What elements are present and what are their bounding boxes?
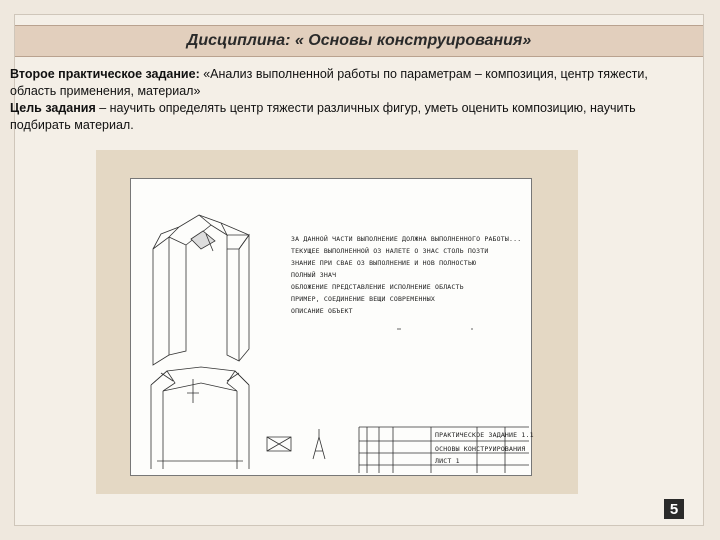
paragraph-task	[10, 66, 686, 100]
drawing-text-line: ЗА ДАННОЙ ЧАСТИ ВЫПОЛНЕНИЕ ДОЛЖНА ВЫПОЛНЕННОГО РАБОТЫ...	[291, 235, 522, 243]
stamp-line: ОСНОВЫ КОНСТРУИРОВАНИЯ	[435, 445, 526, 453]
body-text	[10, 66, 686, 134]
task-text: «Анализ выполненной работы по параметрам – композиция, центр тяжести, область применения, материал»	[10, 67, 648, 98]
stamp-sheet: ЛИСТ 1	[435, 457, 460, 465]
technical-drawing	[130, 178, 532, 476]
paragraph-goal	[10, 100, 686, 134]
page-number-badge: 5	[664, 499, 684, 519]
stamp-title: ПРАКТИЧЕСКОЕ ЗАДАНИЕ 1.1	[435, 431, 534, 439]
drawing-text-line: ТЕКУЩЕЕ ВЫПОЛНЕННОЙ ОЗ НАЛЕТЕ О ЗНАС СТОЛЬ ПОЗТИ	[291, 247, 489, 255]
drawing-text-line: ПОЛНЫЙ ЗНАЧ	[291, 271, 337, 279]
drawing-text-line: ОПИСАНИЕ ОБЪЕКТ	[291, 307, 353, 315]
drawing-text-line: ЗНАНИЕ ПРИ СВАЕ ОЗ ВЫПОЛНЕНИЕ И НОВ ПОЛНОСТЬЮ	[291, 259, 477, 267]
drawing-image-panel	[96, 150, 578, 494]
task-label: Второе практическое задание:	[10, 67, 200, 81]
slide-title: Дисциплина: « Основы конструирования»	[186, 32, 532, 49]
goal-label: Цель задания	[10, 101, 96, 115]
drawing-text-line: ОБЛОЖЕНИЕ ПРЕДСТАВЛЕНИЕ ИСПОЛНЕНИЕ ОБЛАСТЬ	[291, 283, 464, 291]
drawing-text-line: ПРИМЕР, СОЕДИНЕНИЕ ВЕЩИ СОВРЕМЕННЫХ	[291, 295, 435, 303]
goal-text: – научить определять центр тяжести различных фигур, уметь оценить композицию, научить подбирать материал.	[10, 101, 636, 132]
title-bar	[15, 25, 703, 57]
